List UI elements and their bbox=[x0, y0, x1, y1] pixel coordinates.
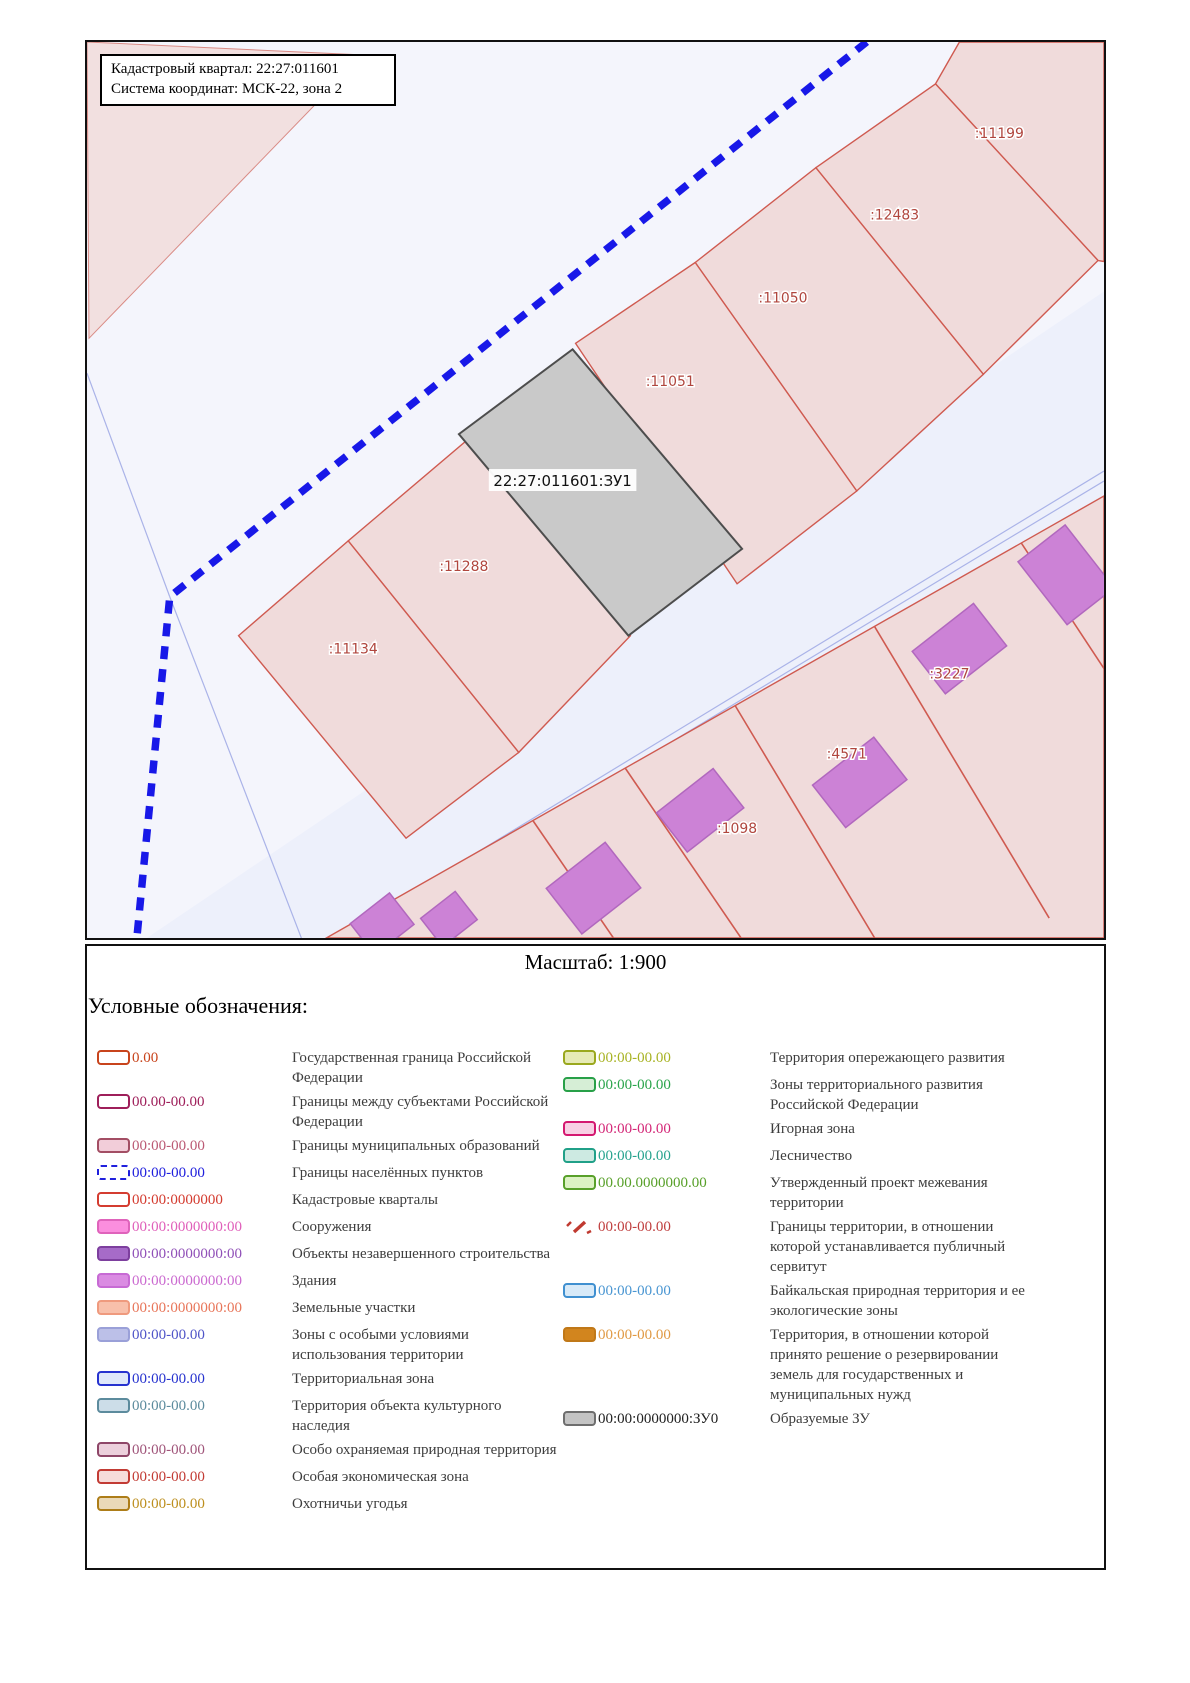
legend-value: 00:00-00.00 bbox=[132, 1469, 205, 1485]
legend-value: 00:00-00.00 bbox=[598, 1121, 671, 1137]
parcel-label: :11050 bbox=[758, 290, 808, 307]
legend-swatch-icon bbox=[563, 1050, 596, 1065]
legend-value: 00:00:0000000:00 bbox=[132, 1273, 243, 1289]
legend-value: 00.00-00.00 bbox=[132, 1094, 205, 1110]
legend-description: Границы территории, в отношении которой устанавливается публичный сервитут bbox=[770, 1219, 1006, 1275]
legend-swatch-icon bbox=[97, 1246, 130, 1261]
legend-description: Территория, в отношении которой принято решение о резервировании земель для государственных и муниципальных нужд bbox=[770, 1327, 999, 1403]
legend-swatch-icon bbox=[97, 1327, 130, 1342]
legend-value: 00:00:0000000 bbox=[132, 1192, 223, 1208]
legend-description: Особая экономическая зона bbox=[292, 1469, 469, 1485]
legend-row bbox=[563, 1173, 1041, 1213]
legend-value: 00:00-00.00 bbox=[598, 1050, 671, 1066]
legend-row bbox=[563, 1048, 1041, 1071]
legend-value: 00:00-00.00 bbox=[598, 1219, 671, 1235]
legend-description: Территориальная зона bbox=[292, 1371, 435, 1387]
legend-value: 00:00:0000000:00 bbox=[132, 1246, 243, 1262]
legend-description: Территория объекта культурного наследия bbox=[292, 1398, 502, 1434]
legend-row bbox=[97, 1494, 559, 1517]
hatch-swatch-icon bbox=[563, 1219, 595, 1236]
legend-swatch-icon bbox=[97, 1050, 130, 1065]
parcel-label: :1098 bbox=[716, 821, 758, 838]
legend-swatch-icon bbox=[97, 1219, 130, 1234]
legend-description: Сооружения bbox=[292, 1219, 372, 1235]
legend-row bbox=[97, 1190, 559, 1213]
legend-swatch-icon bbox=[563, 1077, 596, 1092]
legend-value: 00:00-00.00 bbox=[132, 1327, 205, 1343]
legend-swatch-icon bbox=[563, 1327, 596, 1342]
legend-title: Условные обозначения: bbox=[88, 993, 309, 1018]
parcel-label: :11051 bbox=[645, 374, 695, 391]
legend-swatch-icon bbox=[97, 1442, 130, 1457]
legend-value: 00:00-00.00 bbox=[598, 1148, 671, 1164]
legend-description: Игорная зона bbox=[770, 1121, 855, 1137]
legend-swatch-icon bbox=[97, 1496, 130, 1511]
legend-row bbox=[563, 1217, 1041, 1277]
legend-value: 00:00-00.00 bbox=[132, 1138, 205, 1154]
legend-row bbox=[563, 1119, 1041, 1142]
legend-row bbox=[97, 1325, 559, 1365]
parcel-label: :11134 bbox=[328, 641, 378, 658]
legend-row bbox=[97, 1298, 559, 1321]
legend-value: 0.00 bbox=[132, 1050, 159, 1066]
legend-swatch-icon bbox=[563, 1148, 596, 1163]
legend-swatch-icon bbox=[563, 1283, 596, 1298]
legend-row bbox=[97, 1396, 559, 1436]
legend-description: Зоны территориального развития Российской Федерации bbox=[770, 1077, 983, 1113]
legend-row bbox=[563, 1281, 1041, 1321]
legend-description: Байкальская природная территория и ее экологические зоны bbox=[770, 1283, 1025, 1319]
legend-description: Зоны с особыми условиями использования территории bbox=[292, 1327, 469, 1363]
cadastral-map bbox=[87, 42, 1104, 938]
scale-label: Масштаб: 1:900 bbox=[524, 950, 667, 974]
parcel-label: :11199 bbox=[974, 125, 1024, 142]
legend-swatch-icon bbox=[97, 1398, 130, 1413]
legend-row bbox=[97, 1369, 559, 1392]
legend-row bbox=[97, 1244, 559, 1267]
legend-description: Границы между субъектами Российской Федерации bbox=[292, 1094, 549, 1130]
parcel-label: :3227 bbox=[929, 666, 970, 683]
legend-row bbox=[97, 1136, 559, 1159]
legend-row bbox=[563, 1409, 1041, 1432]
legend-value: 00:00-00.00 bbox=[132, 1165, 205, 1181]
legend-description: Государственная граница Российской Федерации bbox=[292, 1050, 531, 1086]
legend-description: Границы населённых пунктов bbox=[292, 1165, 484, 1181]
legend-description: Лесничество bbox=[770, 1148, 853, 1164]
legend-row bbox=[97, 1217, 559, 1240]
parcel-label: :4571 bbox=[826, 746, 867, 763]
legend-description: Охотничьи угодья bbox=[292, 1496, 408, 1512]
legend-value: 00:00-00.00 bbox=[132, 1442, 205, 1458]
legend-row bbox=[97, 1163, 559, 1186]
target-parcel-label: 22:27:011601:ЗУ1 bbox=[493, 472, 632, 491]
legend-value: 00:00:0000000:ЗУ0 bbox=[598, 1411, 719, 1427]
legend-row bbox=[563, 1075, 1041, 1115]
legend-swatch-icon bbox=[97, 1094, 130, 1109]
legend-row bbox=[97, 1467, 559, 1490]
map-area bbox=[85, 40, 1106, 940]
legend-row bbox=[97, 1092, 559, 1132]
legend-swatch-icon bbox=[563, 1411, 596, 1426]
legend-column-right bbox=[563, 1048, 1041, 1436]
legend-row bbox=[97, 1271, 559, 1294]
map-info-box bbox=[100, 54, 396, 106]
legend-value: 00:00-00.00 bbox=[598, 1327, 671, 1343]
legend-swatch-icon bbox=[97, 1469, 130, 1484]
legend-description: Территория опережающего развития bbox=[770, 1050, 1005, 1066]
legend-row bbox=[563, 1325, 1041, 1405]
legend-value: 00.00.0000000.00 bbox=[598, 1175, 707, 1191]
parcel-label: :11288 bbox=[439, 558, 489, 575]
legend-swatch-icon bbox=[97, 1192, 130, 1207]
legend-value: 00:00-00.00 bbox=[132, 1398, 205, 1414]
legend-description: Кадастровые кварталы bbox=[292, 1192, 438, 1208]
legend-swatch-icon bbox=[97, 1138, 130, 1153]
legend-swatch-icon bbox=[97, 1371, 130, 1386]
parcel-label: :12483 bbox=[870, 207, 920, 224]
legend-description: Особо охраняемая природная территория bbox=[292, 1442, 557, 1458]
legend-value: 00:00-00.00 bbox=[598, 1077, 671, 1093]
coordinate-system-label: Система координат: МСК-22, зона 2 bbox=[111, 81, 343, 97]
legend-value: 00:00-00.00 bbox=[132, 1371, 205, 1387]
legend-description: Утвержденный проект межевания территории bbox=[770, 1175, 988, 1211]
legend-description: Образуемые ЗУ bbox=[770, 1411, 870, 1427]
legend-row bbox=[97, 1440, 559, 1463]
legend-description: Земельные участки bbox=[292, 1300, 416, 1316]
legend-row bbox=[563, 1146, 1041, 1169]
legend-description: Здания bbox=[292, 1273, 337, 1289]
legend-swatch-icon bbox=[97, 1165, 130, 1180]
legend-row bbox=[97, 1048, 559, 1088]
legend-description: Границы муниципальных образований bbox=[292, 1138, 540, 1154]
legend-value: 00:00-00.00 bbox=[598, 1283, 671, 1299]
legend-value: 00:00-00.00 bbox=[132, 1496, 205, 1512]
legend-value: 00:00:0000000:00 bbox=[132, 1300, 243, 1316]
legend-swatch-icon bbox=[97, 1300, 130, 1315]
legend-column-left bbox=[97, 1048, 559, 1521]
cadastral-quarter-label: Кадастровый квартал: 22:27:011601 bbox=[111, 61, 339, 77]
legend-value: 00:00:0000000:00 bbox=[132, 1219, 243, 1235]
legend-swatch-icon bbox=[97, 1273, 130, 1288]
legend-swatch-icon bbox=[563, 1121, 596, 1136]
legend-swatch-icon bbox=[563, 1175, 596, 1190]
legend-description: Объекты незавершенного строительства bbox=[292, 1246, 551, 1262]
